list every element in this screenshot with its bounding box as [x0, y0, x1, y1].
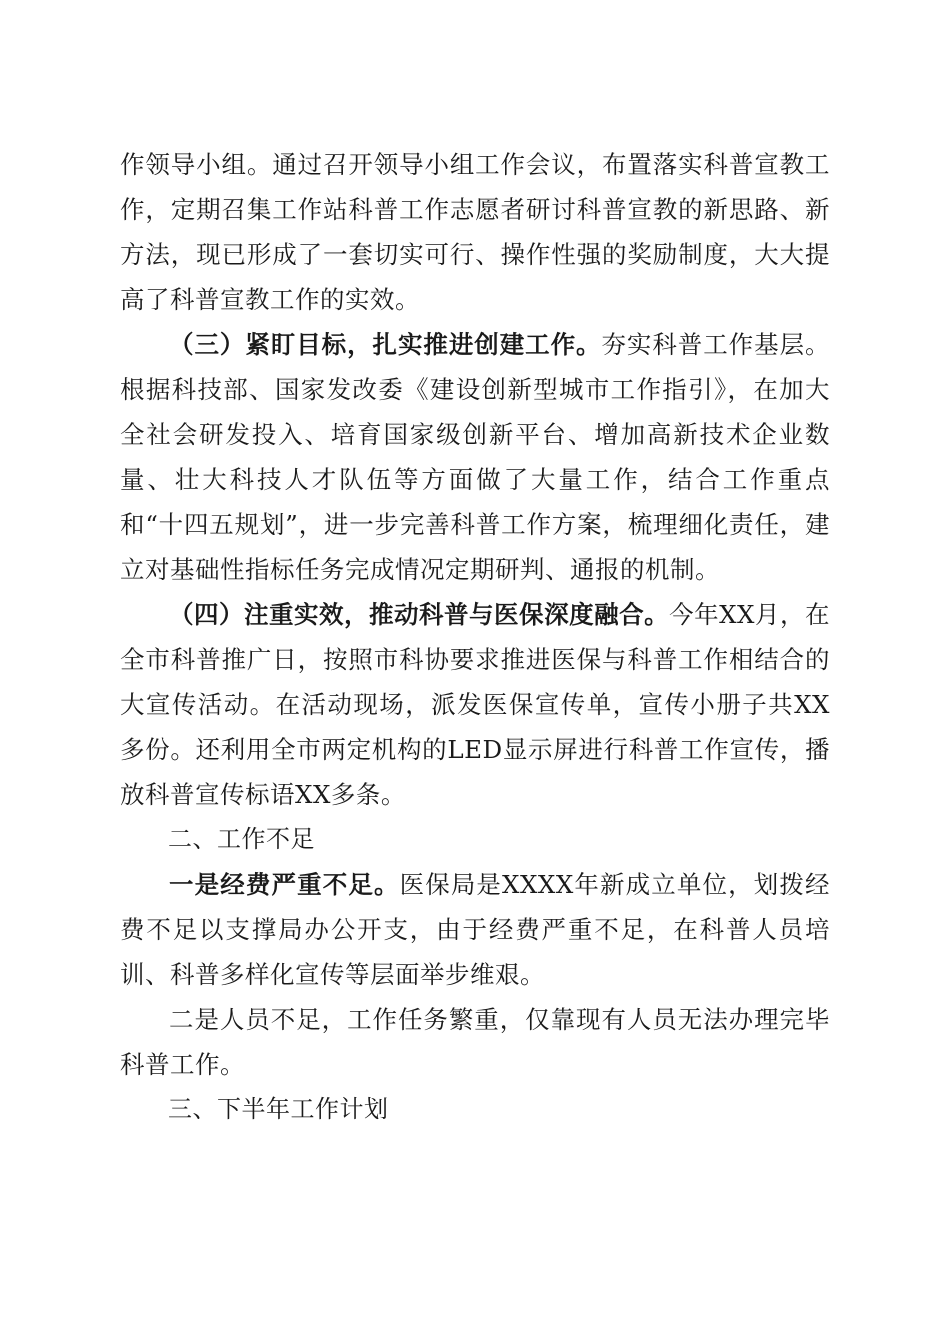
document-body	[120, 142, 830, 1132]
paragraph-text: 作领导小组。通过召开领导小组工作会议，布置落实科普宣教工作，定期召集工作站科普工作志愿者研讨科普宣教的新思路、新方法，现已形成了一套切实可行、操作性强的奖励制度，大大提高了科普宣教工作的实效。	[120, 150, 830, 314]
paragraph-section-3	[120, 322, 830, 592]
heading-next-half-plan: 三、下半年工作计划	[168, 1095, 389, 1123]
paragraph-staffing: 二是人员不足，工作任务繁重，仅靠现有人员无法办理完毕科普工作。	[120, 1005, 830, 1079]
section-3-lead: （三）紧盯目标，扎实推进创建工作。	[169, 330, 602, 359]
paragraph-leadership-group	[120, 142, 830, 322]
section-4-body: 今年XX月，在全市科普推广日，按照市科协要求推进医保与科普工作相结合的大宣传活动。在活动现场，派发医保宣传单，宣传小册子共XX多份。还利用全市两定机构的LED显示屏进行科普工作宣传，播放科普宣传标语XX多条。	[120, 600, 830, 809]
section-4-lead: （四）注重实效，推动科普与医保深度融合。	[169, 600, 670, 629]
heading-shortcomings: 二、工作不足	[168, 825, 315, 853]
funding-lead: 一是经费严重不足。	[169, 870, 400, 899]
funding-body: 医保局是XXXX年新成立单位，划拨经费不足以支撑局办公开支，由于经费严重不足，在科普人员培训、科普多样化宣传等层面举步维艰。	[120, 870, 830, 989]
paragraph-section-4	[120, 592, 830, 817]
section-3-body: 夯实科普工作基层。根据科技部、国家发改委《建设创新型城市工作指引》，在加大全社会研发投入、培育国家级创新平台、增加高新技术企业数量、壮大科技人才队伍等方面做了大量工作，结合工作重点和“十四五规划”，进一步完善科普工作方案，梳理细化责任，建立对基础性指标任务完成情况定期研判、通报的机制。	[120, 330, 831, 584]
paragraph-funding	[120, 862, 830, 997]
